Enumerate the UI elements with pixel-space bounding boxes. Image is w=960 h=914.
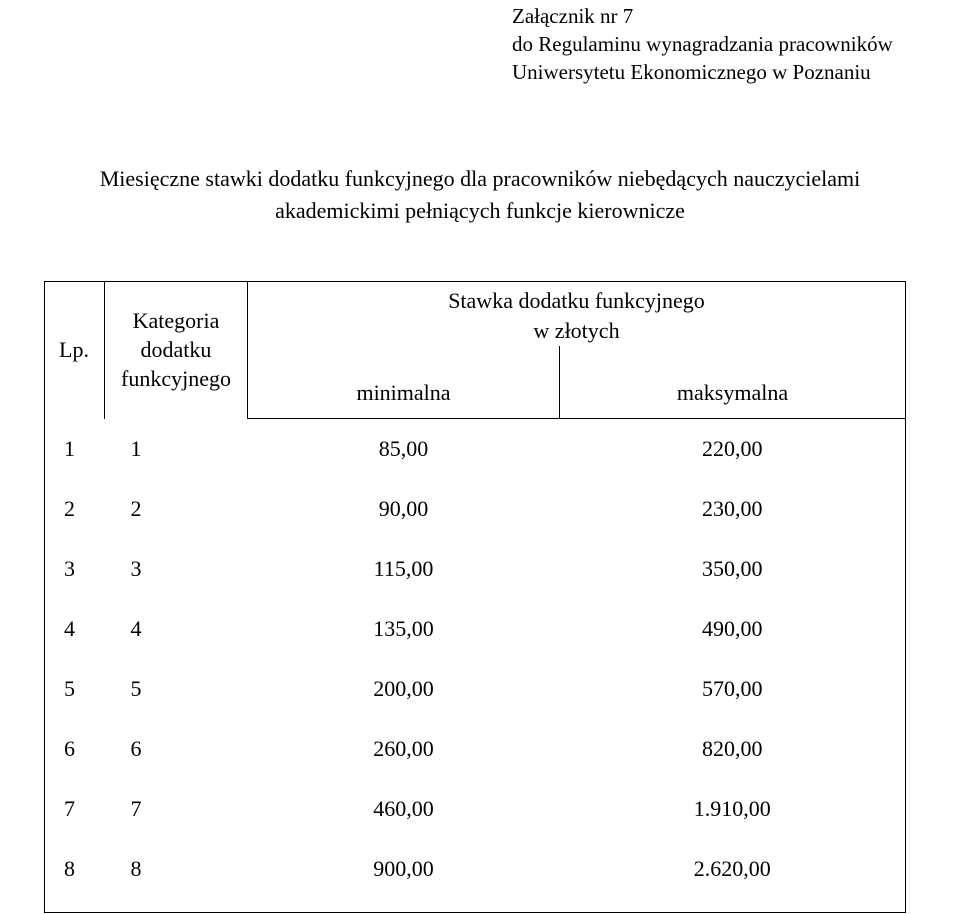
cell-max: 350,00 xyxy=(702,556,763,581)
cell-category: 6 xyxy=(130,736,142,761)
cell-lp: 2 xyxy=(64,496,75,521)
cell-min: 90,00 xyxy=(378,496,429,521)
cell-lp: 4 xyxy=(64,616,75,641)
cell-min: 115,00 xyxy=(373,556,434,581)
header-lp xyxy=(44,281,105,419)
header-category-line-3: funkcyjnego xyxy=(121,366,231,392)
title-line-1: Miesięczne stawki dodatku funkcyjnego dla pracowników niebędących nauczycielami xyxy=(99,166,861,191)
cell-min: 135,00 xyxy=(373,616,434,641)
cell-category: 8 xyxy=(130,856,142,881)
header-row xyxy=(44,281,905,346)
cell-max: 2.620,00 xyxy=(693,856,771,881)
cell-min: 900,00 xyxy=(373,856,434,881)
cell-category: 3 xyxy=(130,556,142,581)
cell-max: 1.910,00 xyxy=(693,796,771,821)
annex-line-3: Uniwersytetu Ekonomicznego w Poznaniu xyxy=(512,60,871,84)
cell-lp: 6 xyxy=(64,736,75,761)
cell-category: 7 xyxy=(130,796,142,821)
cell-category: 5 xyxy=(130,676,142,701)
table-row xyxy=(44,479,905,539)
cell-min: 85,00 xyxy=(378,436,429,461)
annex-note xyxy=(512,2,893,86)
cell-max: 230,00 xyxy=(702,496,763,521)
cell-min: 200,00 xyxy=(373,676,434,701)
cell-min: 260,00 xyxy=(373,736,434,761)
rates-table xyxy=(44,281,905,899)
annex-line-2: do Regulaminu wynagradzania pracowników xyxy=(512,32,893,56)
cell-min: 460,00 xyxy=(373,796,434,821)
header-category xyxy=(105,281,248,419)
cell-max: 570,00 xyxy=(702,676,763,701)
header-rate-line-1: Stawka dodatku funkcyjnego xyxy=(448,288,705,313)
cell-lp: 8 xyxy=(64,856,75,881)
header-min: minimalna xyxy=(248,346,560,419)
cell-category: 4 xyxy=(130,616,142,641)
header-max: maksymalna xyxy=(560,346,906,419)
cell-category: 2 xyxy=(130,496,142,521)
table-row xyxy=(44,539,905,599)
cell-max: 820,00 xyxy=(702,736,763,761)
table-body xyxy=(44,419,905,900)
cell-category: 1 xyxy=(130,435,142,461)
cell-max: 490,00 xyxy=(702,616,763,641)
title-line-2: akademickimi pełniących funkcje kierownicze xyxy=(275,198,685,223)
table-row xyxy=(44,419,905,480)
cell-lp: 5 xyxy=(64,676,75,701)
annex-line-1: Załącznik nr 7 xyxy=(512,4,634,28)
cell-lp: 3 xyxy=(64,556,75,581)
header-rate xyxy=(248,281,906,346)
cell-lp: 1 xyxy=(64,435,75,461)
table-row xyxy=(44,599,905,659)
cell-max: 220,00 xyxy=(702,436,763,461)
table-row xyxy=(44,659,905,719)
header-category-line-2: dodatku xyxy=(140,337,212,363)
cell-lp: 7 xyxy=(64,796,75,821)
document-title xyxy=(0,163,960,227)
header-category-line-1: Kategoria xyxy=(132,308,220,334)
table-row xyxy=(44,719,905,779)
table-row xyxy=(44,779,905,839)
header-lp-label: Lp. xyxy=(59,336,89,362)
header-rate-line-2: w złotych xyxy=(533,318,620,343)
table-row xyxy=(44,839,905,899)
